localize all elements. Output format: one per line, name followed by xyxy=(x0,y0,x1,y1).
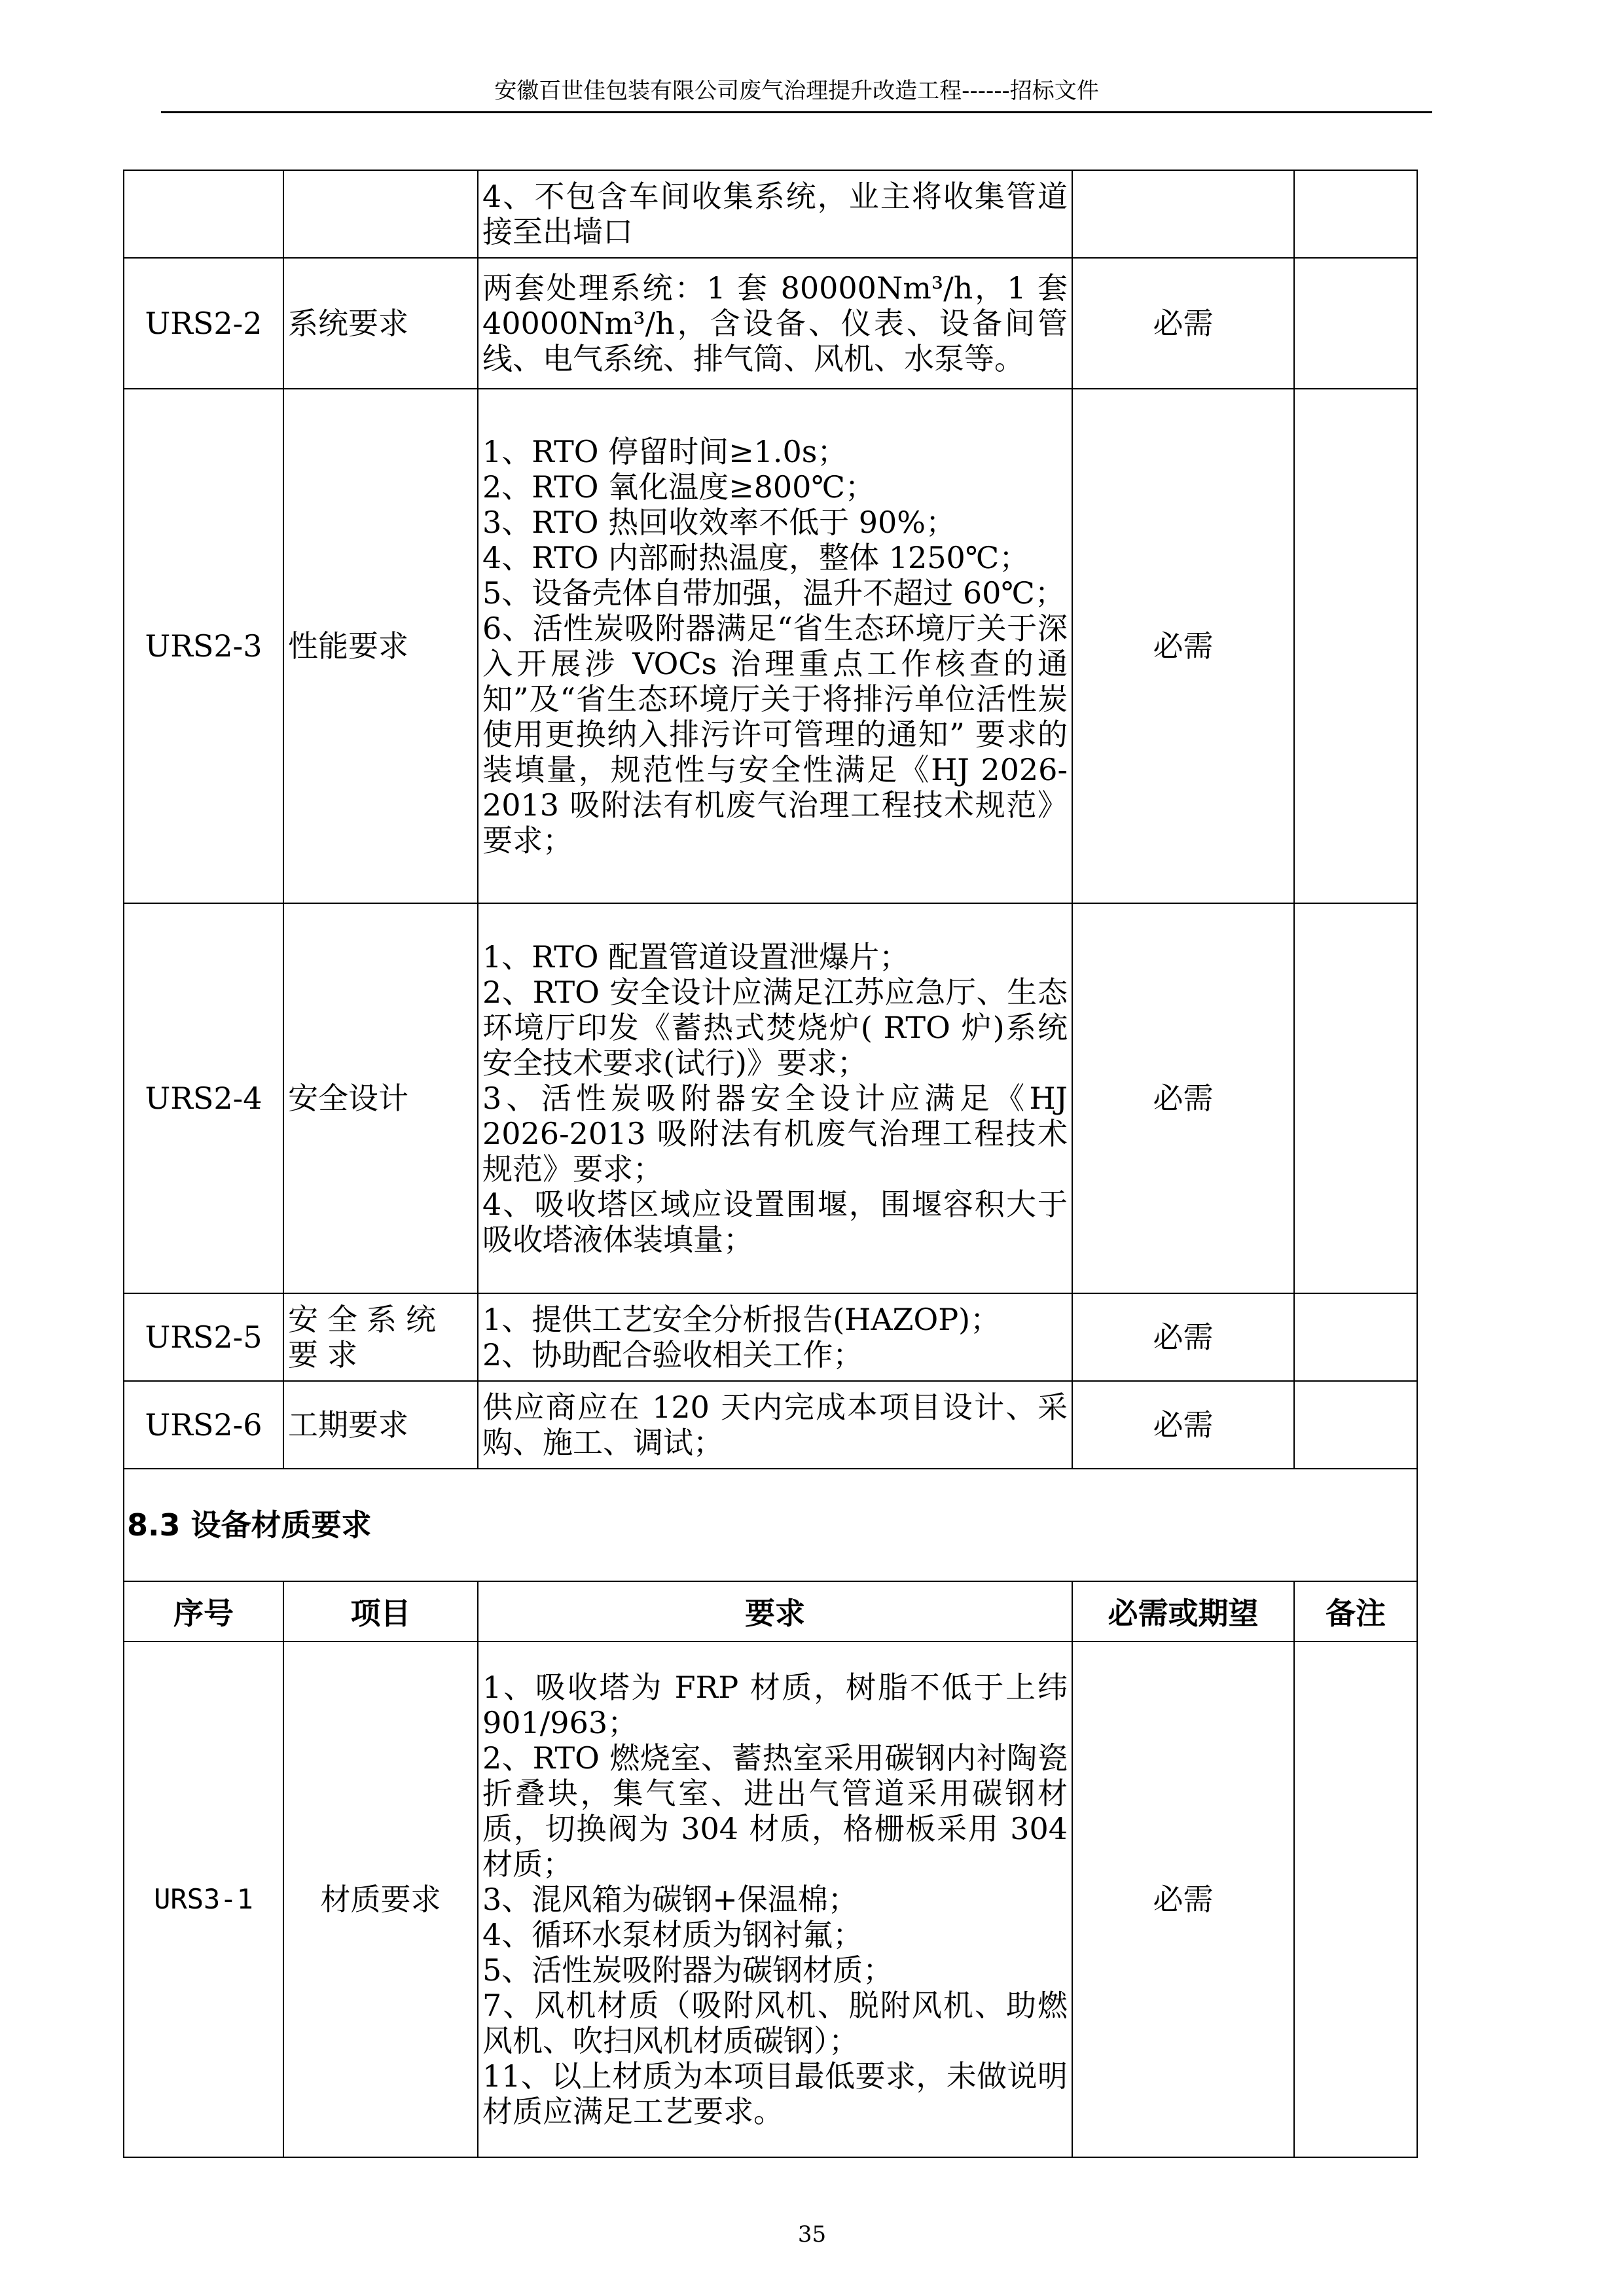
row-item-cell: 工期要求 xyxy=(283,1381,478,1469)
row-requirements-cell xyxy=(478,258,1072,389)
requirement-line: 2、RTO 氧化温度≥800℃； xyxy=(482,469,875,505)
row-necessity-cell xyxy=(1072,170,1294,258)
header-note: 备注 xyxy=(1294,1581,1417,1641)
row-note-cell xyxy=(1294,903,1417,1293)
requirements-table xyxy=(123,170,1418,2158)
row-necessity-cell: 必需 xyxy=(1072,1293,1294,1381)
table-row xyxy=(124,1293,1417,1381)
row-requirements-cell xyxy=(478,903,1072,1293)
requirement-line: 两套处理系统：1 套 80000Nm³/h，1 套 40000Nm³/h，含设备、仪表、设备间管线、电气系统、排气筒、风机、水泵等。 xyxy=(482,270,1068,376)
section-cell xyxy=(124,1469,1417,1581)
requirement-line: 7、风机材质（吸附风机、脱附风机、助燃风机、吹扫风机材质碳钢）； xyxy=(482,1988,1068,2058)
table-header-row xyxy=(124,1581,1417,1641)
row-necessity-cell: 必需 xyxy=(1072,389,1294,903)
requirement-line: 供应商应在 120 天内完成本项目设计、采购、施工、调试； xyxy=(482,1390,1068,1460)
row-id-cell: URS2-6 xyxy=(124,1381,283,1469)
row-id-cell: URS2-5 xyxy=(124,1293,283,1381)
requirement-line: 1、RTO 停留时间≥1.0s； xyxy=(482,434,848,469)
table-row xyxy=(124,903,1417,1293)
header-id: 序号 xyxy=(124,1581,283,1641)
row-necessity-cell: 必需 xyxy=(1072,1641,1294,2157)
row-item-cell xyxy=(283,170,478,258)
requirement-line: 4、循环水泵材质为钢衬氟； xyxy=(482,1917,863,1952)
row-item-cell: 系统要求 xyxy=(283,258,478,389)
row-note-cell xyxy=(1294,1293,1417,1381)
row-note-cell xyxy=(1294,389,1417,903)
table-row xyxy=(124,1381,1417,1469)
requirement-line: 6、活性炭吸附器满足“省生态环境厅关于深入开展涉 VOCs 治理重点工作核查的通知”及“省生态环境厅关于将排污单位活性炭使用更换纳入排污许可管理的通知” 要求的装填量，规范性与安全性满足《HJ 2026-2013 吸附法有机废气治理工程技术规范》要求； xyxy=(482,611,1068,858)
requirement-line: 4、吸收塔区域应设置围堰，围堰容积大于吸收塔液体装填量； xyxy=(482,1187,1068,1257)
requirement-line: 3、混风箱为碳钢+保温棉； xyxy=(482,1882,858,1917)
header-rule xyxy=(161,111,1432,113)
header-item: 项目 xyxy=(283,1581,478,1641)
requirement-line: 1、吸收塔为 FRP 材质，树脂不低于上纬 901/963； xyxy=(482,1670,1068,1740)
row-note-cell xyxy=(1294,258,1417,389)
row-id-cell: URS2-3 xyxy=(124,389,283,903)
row-necessity-cell: 必需 xyxy=(1072,903,1294,1293)
requirement-line: 1、RTO 配置管道设置泄爆片； xyxy=(482,939,910,975)
row-note-cell xyxy=(1294,170,1417,258)
requirement-line: 2、协助配合验收相关工作； xyxy=(482,1337,863,1372)
row-id-cell xyxy=(124,170,283,258)
row-requirements-cell xyxy=(478,170,1072,258)
requirement-line: 4、不包含车间收集系统，业主将收集管道接至出墙口 xyxy=(482,179,1068,249)
requirement-line: 11、以上材质为本项目最低要求，未做说明材质应满足工艺要求。 xyxy=(482,2058,1068,2129)
table-row xyxy=(124,258,1417,389)
row-note-cell xyxy=(1294,1381,1417,1469)
table-row xyxy=(124,1641,1417,2157)
row-item-cell: 安全系统要求 xyxy=(283,1293,478,1381)
row-necessity-cell: 必需 xyxy=(1072,258,1294,389)
row-requirements-cell xyxy=(478,1641,1072,2157)
row-requirements-cell xyxy=(478,389,1072,903)
row-item-cell: 材质要求 xyxy=(283,1641,478,2157)
document-header: 安徽百世佳包装有限公司废气治理提升改造工程------招标文件 xyxy=(494,78,1099,104)
row-item-cell: 安全设计 xyxy=(283,903,478,1293)
table-row xyxy=(124,389,1417,903)
row-requirements-cell xyxy=(478,1381,1072,1469)
row-requirements-cell xyxy=(478,1293,1072,1381)
row-id-cell: URS3-1 xyxy=(124,1641,283,2157)
row-note-cell xyxy=(1294,1641,1417,2157)
row-id-cell: URS2-2 xyxy=(124,258,283,389)
row-item-cell: 性能要求 xyxy=(283,389,478,903)
row-necessity-cell: 必需 xyxy=(1072,1381,1294,1469)
section-row xyxy=(124,1469,1417,1581)
header-requirements: 要求 xyxy=(478,1581,1072,1641)
requirement-line: 1、提供工艺安全分析报告(HAZOP)； xyxy=(482,1302,1001,1337)
requirement-line: 3、活性炭吸附器安全设计应满足《HJ 2026-2013 吸附法有机废气治理工程技术规范》要求； xyxy=(482,1081,1068,1187)
header-necessity: 必需或期望 xyxy=(1072,1581,1294,1641)
requirement-line: 5、设备壳体自带加强，温升不超过 60℃； xyxy=(482,575,1065,611)
requirement-line: 5、活性炭吸附器为碳钢材质； xyxy=(482,1952,893,1988)
table-row xyxy=(124,170,1417,258)
row-id-cell: URS2-4 xyxy=(124,903,283,1293)
requirement-line: 2、RTO 燃烧室、蓄热室采用碳钢内衬陶瓷折叠块，集气室、进出气管道采用碳钢材质，切换阀为 304 材质，格栅板采用 304 材质； xyxy=(482,1740,1068,1882)
page-number: 35 xyxy=(797,2221,827,2248)
section-title: 8.3 设备材质要求 xyxy=(127,1507,372,1543)
requirement-line: 2、RTO 安全设计应满足江苏应急厅、生态环境厅印发《蓄热式焚烧炉( RTO 炉)系统安全技术要求(试行)》要求； xyxy=(482,975,1068,1081)
requirement-line: 3、RTO 热回收效率不低于 90%； xyxy=(482,505,956,540)
requirement-line: 4、RTO 内部耐热温度，整体 1250℃； xyxy=(482,540,1030,575)
